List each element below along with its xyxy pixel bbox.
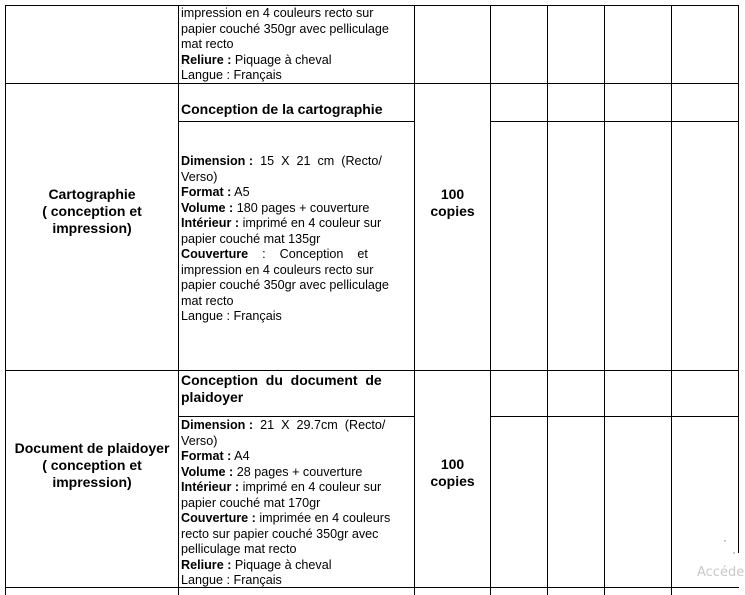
spec-label: Reliure : (181, 557, 232, 572)
desc-line: pelliculage mat recto (181, 542, 297, 556)
desc-line: impression en 4 couleurs recto sur (181, 262, 374, 277)
desc-line: mat recto (181, 293, 234, 308)
item-label-line: impression) (52, 220, 132, 236)
desc-line: papier couché 350gr avec pelliculage (181, 21, 389, 36)
item-label-line: ( conception et (42, 203, 142, 219)
desc-line: recto sur papier couché 350gr avec (181, 526, 379, 541)
desc-line: Verso) (181, 169, 218, 184)
quantity-number: 100 (440, 456, 465, 472)
desc-line (181, 465, 411, 481)
desc-line (181, 216, 411, 232)
section-heading-cartographie: Conception de la cartographie (181, 101, 383, 117)
desc-line: papier couché mat 135gr (181, 231, 321, 246)
desc-line (181, 418, 411, 434)
item-label-plaidoyer (6, 440, 178, 491)
spec-label: Volume : (181, 464, 234, 479)
spec-label: Volume : (181, 200, 234, 215)
heading-line: Conception du document de (181, 372, 382, 388)
row3-description (181, 418, 411, 589)
row-line-2a (178, 121, 415, 122)
row-line-2b (490, 121, 739, 122)
col-line-c6 (604, 5, 605, 595)
overlay-dot (724, 540, 726, 542)
spec-value: A5 (231, 185, 250, 199)
spec-label: Dimension : (181, 418, 254, 432)
spec-value: imprimé en 4 couleur sur (239, 216, 382, 230)
desc-line: mat recto (181, 37, 234, 51)
desc-line (181, 511, 411, 527)
spec-value: 21 X 29.7cm (Recto/ (253, 418, 386, 432)
spec-value: Piquage à cheval (231, 557, 332, 572)
desc-line: Verso) (181, 433, 218, 448)
row2-description (181, 154, 411, 325)
spec-value: A4 (231, 449, 250, 463)
spec-label: Format : (181, 449, 232, 463)
spec-label: Intérieur : (181, 216, 240, 230)
col-line-item (178, 5, 179, 595)
spec-label: Dimension : (181, 154, 254, 168)
desc-line: Langue : Français (181, 573, 282, 587)
spec-value: imprimée en 4 couleurs (255, 511, 391, 525)
overlay-dot (733, 552, 735, 554)
row-line-2 (5, 370, 739, 371)
activation-watermark: Accéde (697, 565, 745, 580)
col-line-c7 (671, 5, 672, 595)
col-line-c5 (547, 5, 548, 595)
item-label-cartographie (6, 186, 178, 237)
spec-value: 180 pages + couverture (233, 200, 370, 215)
quantity-unit: copies (430, 203, 475, 219)
col-line-qty (490, 5, 491, 595)
desc-line: Langue : Français (181, 309, 282, 323)
heading-line: plaidoyer (181, 389, 244, 405)
col-line-desc (414, 5, 415, 595)
spec-label: Intérieur : (181, 480, 240, 494)
col-line-right (738, 5, 739, 553)
section-heading-plaidoyer (181, 372, 411, 406)
item-label-line: Cartographie (48, 186, 136, 202)
desc-line (181, 558, 411, 574)
desc-line (181, 247, 411, 263)
spec-value: 28 pages + couverture (233, 464, 363, 479)
spec-label: Format : (181, 185, 232, 199)
item-label-line: ( conception et (42, 457, 142, 473)
row1-description (181, 6, 411, 84)
quantity-unit: copies (430, 473, 475, 489)
desc-line (181, 480, 411, 496)
spec-value: Piquage à cheval (231, 52, 332, 67)
quantity-number: 100 (440, 186, 465, 202)
item-label-line: Document de plaidoyer (14, 440, 170, 456)
desc-line: Langue : Français (181, 68, 282, 82)
spec-label: Couverture : (181, 511, 256, 525)
desc-line (181, 154, 411, 170)
spec-value: imprimé en 4 couleur sur (239, 480, 382, 494)
desc-line: impression en 4 couleurs recto sur (181, 6, 374, 20)
desc-line (181, 201, 411, 217)
spec-label: Reliure : (181, 52, 232, 67)
item-label-line: impression) (52, 474, 132, 490)
col-line-left (5, 5, 6, 595)
desc-line (181, 53, 411, 69)
row-line-3b (490, 416, 739, 417)
row-line-3a (178, 416, 415, 417)
quantity-plaidoyer (415, 456, 490, 490)
desc-line (181, 185, 411, 201)
desc-line: papier couché mat 170gr (181, 495, 321, 510)
desc-line: papier couché 350gr avec pelliculage (181, 278, 389, 292)
spec-label: Couverture (181, 247, 249, 261)
spec-value: 15 X 21 cm (Recto/ (253, 154, 382, 168)
quantity-cartographie (415, 186, 490, 220)
spec-value: : Conception et (248, 247, 368, 261)
desc-line (181, 449, 411, 465)
